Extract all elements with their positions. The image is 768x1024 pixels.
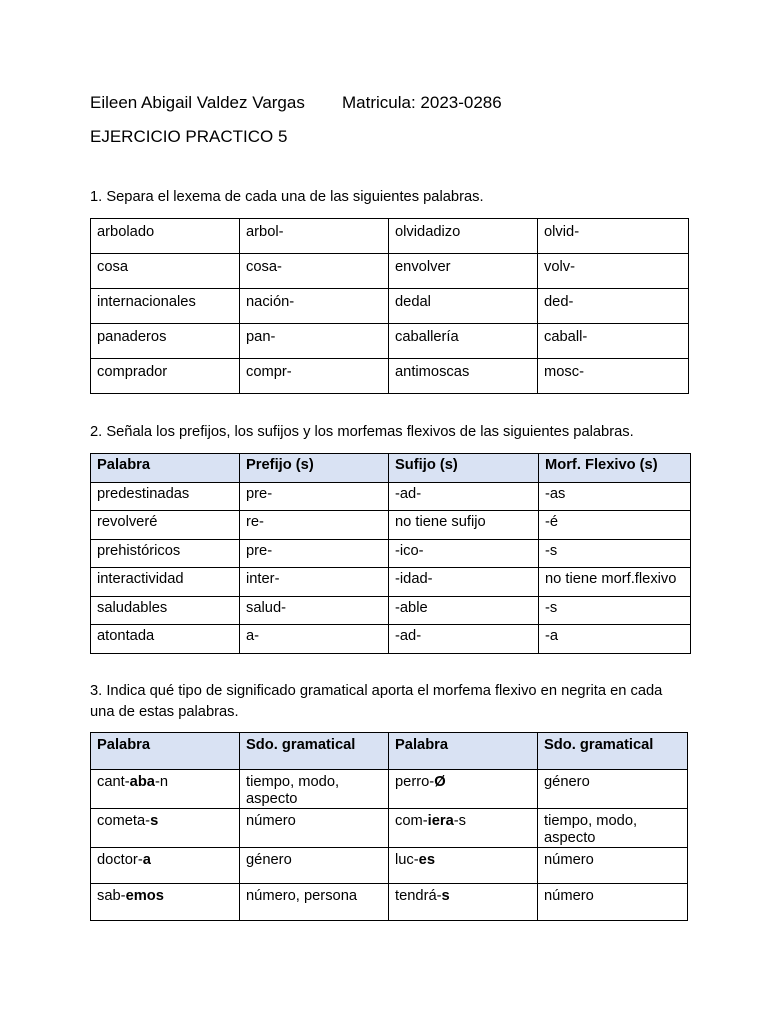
column-header: Palabra	[91, 733, 240, 770]
table-cell: -s	[539, 539, 691, 568]
word-suffix: -n	[154, 773, 169, 790]
bold-morpheme: aba	[129, 773, 155, 790]
table-cell: a-	[240, 625, 389, 654]
table-row	[91, 596, 691, 625]
word-stem: tendrá-	[395, 888, 442, 904]
table-row	[91, 568, 691, 597]
table-cell: -é	[539, 511, 691, 540]
table-cell: revolveré	[91, 511, 240, 540]
table-cell: olvid-	[538, 219, 689, 254]
column-header: Palabra	[91, 454, 240, 483]
table-row	[91, 482, 691, 511]
table-cell: ded-	[538, 289, 689, 324]
table-cell: no tiene morf.flexivo	[539, 568, 691, 597]
meaning-cell: género	[538, 769, 688, 808]
table-cell: -ad-	[389, 482, 539, 511]
table-cell: -ad-	[389, 625, 539, 654]
word-cell	[389, 884, 538, 921]
table-cell: envolver	[389, 254, 538, 289]
table-cell: comprador	[91, 359, 240, 394]
table-row	[91, 219, 689, 254]
table-row	[91, 289, 689, 324]
table-cell: saludables	[91, 596, 240, 625]
table-cell: pan-	[240, 324, 389, 359]
word-stem: luc-	[395, 851, 419, 868]
table-cell: internacionales	[91, 289, 240, 324]
bold-morpheme: s	[150, 812, 159, 829]
table-cell: caball-	[538, 324, 689, 359]
table-cell: no tiene sufijo	[389, 511, 539, 540]
meaning-cell: número	[538, 884, 688, 921]
lexeme-table	[90, 218, 689, 394]
table-cell: antimoscas	[389, 359, 538, 394]
table-cell: atontada	[91, 625, 240, 654]
section3-instruction-line2: una de estas palabras.	[90, 704, 239, 720]
exercise-title: EJERCICIO PRACTICO 5	[90, 127, 288, 146]
bold-morpheme: s	[441, 888, 450, 904]
column-header: Prefijo (s)	[240, 454, 389, 483]
section2-instruction: 2. Señala los prefijos, los sufijos y los morfemas flexivos de las siguientes palabras.	[90, 424, 634, 440]
student-name: Eileen Abigail Valdez Vargas	[90, 93, 305, 112]
word-stem: cant-	[97, 773, 130, 790]
table-row	[91, 254, 689, 289]
table-cell: -a	[539, 625, 691, 654]
section3-instruction-line1: 3. Indica qué tipo de significado gramatical aporta el morfema flexivo en negrita en cada	[90, 683, 663, 699]
table-cell: -ico-	[389, 539, 539, 568]
word-stem: sab-	[97, 888, 126, 904]
table-row	[91, 359, 689, 394]
word-stem: doctor-	[97, 851, 143, 868]
table-cell: cosa	[91, 254, 240, 289]
table-header-row	[91, 733, 688, 770]
bold-morpheme: a	[142, 851, 151, 868]
table-row	[91, 625, 691, 654]
meaning-cell: género	[240, 847, 389, 884]
word-cell	[389, 847, 538, 884]
table-cell: arbol-	[240, 219, 389, 254]
table-cell: -idad-	[389, 568, 539, 597]
table-cell: salud-	[240, 596, 389, 625]
word-cell	[91, 808, 240, 847]
column-header: Morf. Flexivo (s)	[539, 454, 691, 483]
bold-morpheme: Ø	[434, 773, 446, 790]
table-cell: cosa-	[240, 254, 389, 289]
word-stem: cometa-	[97, 812, 151, 829]
table-cell: olvidadizo	[389, 219, 538, 254]
table-row	[91, 769, 688, 808]
table-cell: -able	[389, 596, 539, 625]
table-cell: prehistóricos	[91, 539, 240, 568]
meaning-cell: número	[240, 808, 389, 847]
table-row	[91, 324, 689, 359]
table-cell: -as	[539, 482, 691, 511]
word-suffix: -s	[453, 812, 467, 829]
table-row	[91, 884, 688, 921]
column-header: Sdo. gramatical	[538, 733, 688, 770]
table-cell: dedal	[389, 289, 538, 324]
word-stem: perro-	[395, 773, 435, 790]
table-cell: inter-	[240, 568, 389, 597]
meaning-cell: tiempo, modo, aspecto	[240, 769, 389, 808]
table-cell: panaderos	[91, 324, 240, 359]
section1-instruction: 1. Separa el lexema de cada una de las siguientes palabras.	[90, 189, 484, 205]
table-cell: mosc-	[538, 359, 689, 394]
bold-morpheme: emos	[125, 888, 164, 904]
grammatical-meaning-table	[90, 732, 688, 921]
word-cell	[389, 808, 538, 847]
table-row	[91, 511, 691, 540]
table-row	[91, 847, 688, 884]
table-cell: pre-	[240, 482, 389, 511]
table-cell: caballería	[389, 324, 538, 359]
table-row	[91, 539, 691, 568]
morpheme-table	[90, 453, 691, 654]
word-cell	[389, 769, 538, 808]
table-cell: volv-	[538, 254, 689, 289]
table-cell: interactividad	[91, 568, 240, 597]
meaning-cell: tiempo, modo, aspecto	[538, 808, 688, 847]
table-cell: nación-	[240, 289, 389, 324]
table-cell: compr-	[240, 359, 389, 394]
table-cell: arbolado	[91, 219, 240, 254]
word-cell	[91, 847, 240, 884]
bold-morpheme: iera	[427, 812, 454, 829]
column-header: Sufijo (s)	[389, 454, 539, 483]
table-cell: -s	[539, 596, 691, 625]
column-header: Sdo. gramatical	[240, 733, 389, 770]
word-stem: com-	[395, 812, 428, 829]
word-cell	[91, 769, 240, 808]
bold-morpheme: es	[418, 851, 436, 868]
table-cell: pre-	[240, 539, 389, 568]
table-row	[91, 808, 688, 847]
word-cell	[91, 884, 240, 921]
column-header: Palabra	[389, 733, 538, 770]
table-cell: re-	[240, 511, 389, 540]
table-header-row	[91, 454, 691, 483]
table-cell: predestinadas	[91, 482, 240, 511]
meaning-cell: número, persona	[240, 884, 389, 921]
meaning-cell: número	[538, 847, 688, 884]
matricula: Matricula: 2023-0286	[342, 93, 502, 112]
